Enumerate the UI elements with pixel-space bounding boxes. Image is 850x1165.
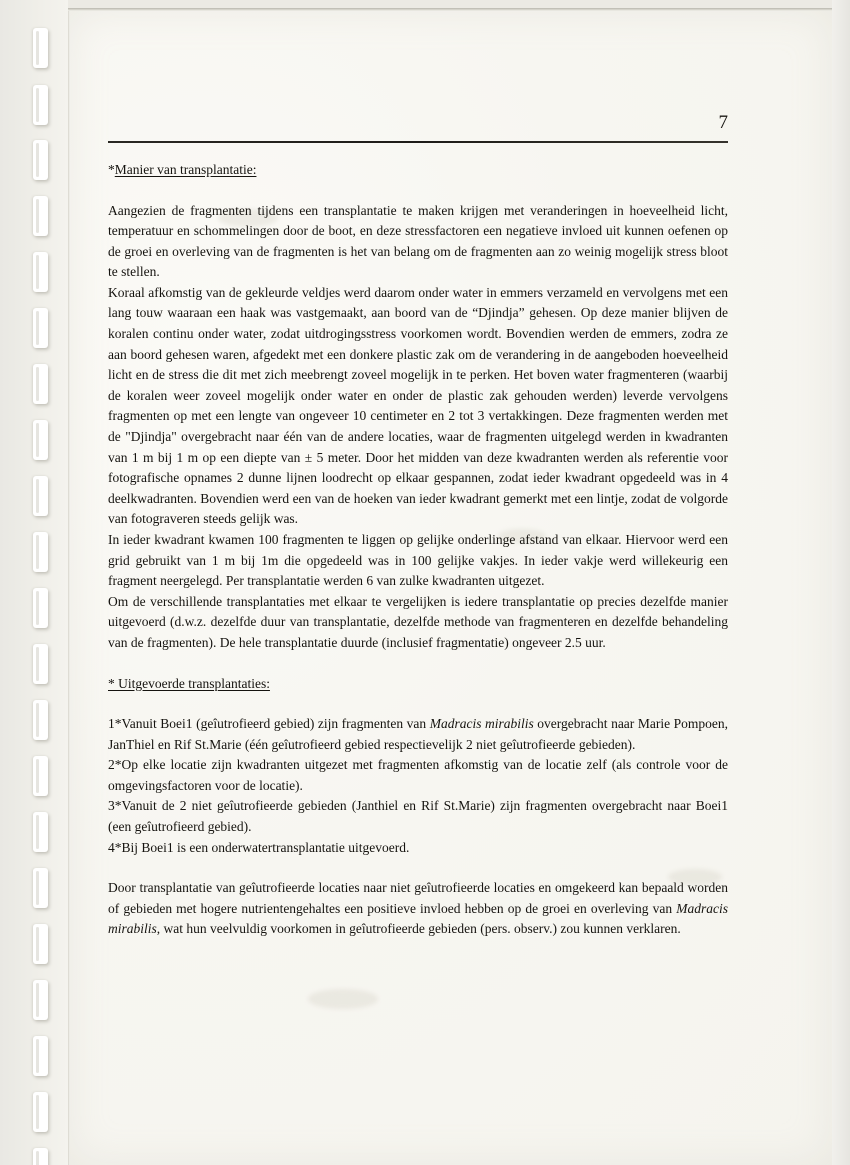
list-item-1-prefix: 1*Vanuit Boei1 (geîutrofieerd gebied) zijn fragmenten van [108,716,430,732]
heading-text: * Uitgevoerde transplantaties: [108,675,270,691]
binder-hole [33,476,48,516]
binder-hole [33,85,48,125]
binder-hole [33,28,48,68]
binder-hole [33,252,48,292]
scanner-bed-right [832,0,850,1165]
binder-hole [33,644,48,684]
binder-hole [33,1148,48,1165]
binder-hole [33,588,48,628]
binder-hole [33,868,48,908]
binder-hole [33,196,48,236]
binder-hole [33,1036,48,1076]
binder-hole [33,420,48,460]
binder-hole [33,532,48,572]
binder-hole [33,812,48,852]
binder-hole [33,364,48,404]
conclusie-suffix: , wat hun veelvuldig voorkomen in geîutrofieerde gebieden (pers. observ.) zou kunnen verklaren. [156,921,681,937]
species-name: Madracis mirabilis [108,900,728,937]
section-heading-manier-van-transplantatie [108,160,728,181]
document-text-block [108,112,728,940]
list-item-4: 4*Bij Boei1 is een onderwatertransplantatie uitgevoerd. [108,839,410,855]
heading-marker: * [108,162,115,177]
page-header [108,112,728,142]
binder-hole [33,308,48,348]
paper-left-edge [68,9,70,1165]
paragraph-grid-kwadranten: In ieder kwadrant kwamen 100 fragmenten te liggen op gelijke onderlinge afstand van elkaar. Hiervoor werd een grid gebruikt van 1 m bij 1m die opgedeeld was in 100 gelijke vakjes. In ieder vakje werd willekeurig een fragment neergelegd. Per transplantatie werden 6 van zulke kwadranten uitgezet. [108,532,728,589]
binder-hole [33,980,48,1020]
header-rule [108,141,728,143]
list-item-2: 2*Op elke locatie zijn kwadranten uitgezet met fragmenten afkomstig van de locatie zelf (als controle voor de omgevingsfactoren voor de locatie). [108,757,728,793]
list-item-3: 3*Vanuit de 2 niet geîutrofieerde gebieden (Janthiel en Rif St.Marie) zijn fragmenten overgebracht naar Boei1 (een geîutrofieerd gebied). [108,798,728,835]
page-number: 7 [718,112,728,133]
paper-top-edge [68,8,832,11]
conclusie-prefix: Door transplantatie van geîutrofieerde locaties naar niet geîutrofieerde locaties en omgekeerd kan bepaald worden of gebieden met hogere nutrientengehaltes een positieve invloed hebben op de groei en overleving van [108,880,728,916]
heading-text: Manier van transplantatie: [114,162,257,177]
binder-hole [33,924,48,964]
list-item-1 [108,714,728,755]
binder-hole [33,140,48,180]
binder-hole [33,700,48,740]
binder-hole [33,756,48,796]
paragraph-conclusie [108,878,728,940]
paragraph-koraalverzameling: Koraal afkomstig van de gekleurde veldjes werd daarom onder water in emmers verzameld en vervolgens met een lang touw waaraan een haak was vastgemaakt, aan boord van de “Djindja” gehesen. Op deze manier blijven de koralen continu onder water, zodat uitdrogingsstress voorkomen wordt. Bovendien werden de emmers, zodra ze aan boord gehesen waren, afgedekt met een donkere plastic zak om de verandering in de aangeboden hoeveelheid licht en de stress die dit met zich meebrengt zoveel mogelijk in te perken. Het boven water fragmenteren (waarbij de koralen weer zoveel mogelijk onder water en onder de plastic zak gehouden werden) leverde vervolgens fragmenten op met een lengte van ongeveer 10 centimeter en 2 tot 3 vertakkingen. Deze fragmenten werden met de "Djindja" overgebracht naar één van de andere locaties, waar de fragmenten uitgelegd werden in kwadranten van 1 m bij 1 m op een diepte van ± 5 meter. Door het midden van deze kwadranten werden als referentie voor fotografische opnames 2 dunne lijnen loodrecht op elkaar gespannen, zodat ieder kwadrant opgedeeld was in 4 deelkwadranten. Bovendien werd een van de hoeken van ieder kwadrant gemerkt met een lintje, zodat de volgorde van fotograveren steeds gelijk was. [108,284,728,527]
paragraph-standaardisatie: Om de verschillende transplantaties met elkaar te vergelijken is iedere transplantatie op precies dezelfde manier uitgevoerd (d.w.z. dezelfde duur van transplantatie, dezelfde methode van fragmenteren en dezelfde behandeling van de fragmenten). De hele transplantatie duurde (inclusief fragmentatie) ongeveer 2.5 uur. [108,593,728,650]
paragraph-stressfactoren: Aangezien de fragmenten tijdens een transplantatie te maken krijgen met veranderingen in hoeveelheid licht, temperatuur en schommelingen door de boot, en deze stressfactoren een negatieve invloed uit kunnen oefenen op de groei en overleving van de fragmenten is het van belang om de fragmenten aan zo weinig mogelijk stress bloot te stellen. [108,202,728,280]
binder-hole [33,1092,48,1132]
species-name: Madracis mirabilis [429,716,534,732]
section-heading-uitgevoerde-transplantaties [108,674,728,695]
list-item-1-suffix: overgebracht naar Marie Pompoen, JanThiel en Rif St.Marie (één geîutrofieerd gebied respectievelijk 2 niet geîutrofieerde gebieden). [108,716,728,752]
